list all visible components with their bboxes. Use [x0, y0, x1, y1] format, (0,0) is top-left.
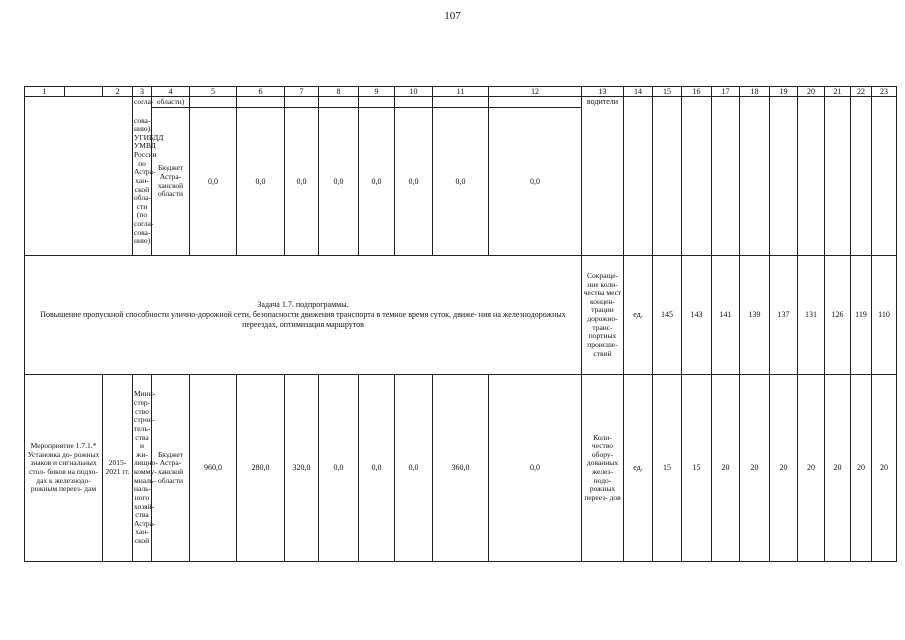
indicator-fragment: водители: [582, 97, 624, 108]
col-header-20: 20: [798, 87, 825, 97]
value-cell: 0,0: [433, 108, 489, 256]
measure-executor: Мини- стер- ство строи- тель- ства и жи- лищно- комму- мналь- наль- ного хозяй- ства Астра- хан- ской: [133, 375, 152, 562]
target-cell: 145: [653, 256, 682, 375]
task-unit: ед.: [624, 256, 653, 375]
value-cell: 0,0: [359, 375, 395, 562]
col-header-12: 12: [489, 87, 582, 97]
value-cell: 280,0: [237, 375, 285, 562]
value-cell: 0,0: [489, 375, 582, 562]
value-cell: 960,0: [190, 375, 237, 562]
col-header-14: 14: [624, 87, 653, 97]
value-cell: 0,0: [285, 108, 319, 256]
table-row: [25, 108, 897, 256]
target-cell: 119: [851, 256, 872, 375]
col-header-1: 1: [25, 87, 65, 97]
col-header-23: 23: [872, 87, 897, 97]
value-cell: 0,0: [319, 375, 359, 562]
measure-period: 2015- 2021 гг.: [103, 375, 133, 562]
target-cell: 20: [740, 375, 770, 562]
target-cell: 126: [825, 256, 851, 375]
measure-source: Бюджет Астра- ханской области: [152, 375, 190, 562]
value-cell: 360,0: [433, 375, 489, 562]
measure-unit: ед.: [624, 375, 653, 562]
target-cell: 20: [798, 375, 825, 562]
source-cell: Бюджет Астра- ханской области: [152, 108, 190, 256]
target-cell: 20: [770, 375, 798, 562]
value-cell: 0,0: [359, 108, 395, 256]
col-header-21: 21: [825, 87, 851, 97]
task-title: Задача 1.7. подпрограммы.: [257, 300, 349, 309]
col-header-15: 15: [653, 87, 682, 97]
target-cell: 110: [872, 256, 897, 375]
col-header-6: 6: [237, 87, 285, 97]
value-cell: 0,0: [190, 108, 237, 256]
executor-fragment: согла-: [134, 96, 154, 106]
col-header-13: 13: [582, 87, 624, 97]
target-cell: 20: [851, 375, 872, 562]
column-number-row: [25, 87, 897, 97]
task-indicator: Сокраще- ние коли- чества мест концен- трации дорожно- транс- портных происше- ствий: [582, 256, 624, 375]
col-header-19: 19: [770, 87, 798, 97]
measure-name: Мероприятие 1.7.1.* Установка до- рожных знаков и сигнальных стол- биков на подхо- дах к железнодо- рожным переез- дам: [25, 375, 103, 562]
target-cell: 137: [770, 256, 798, 375]
task-text: Повышение пропускной способности улично-дорожной сети, безопасности движения транспорта в темное время суток, движе- ния на железнодорожных переездах, оптимизация маршрутов: [40, 310, 566, 329]
value-cell: 320,0: [285, 375, 319, 562]
program-table: [24, 86, 897, 562]
col-header-11: 11: [433, 87, 489, 97]
col-header-18: 18: [740, 87, 770, 97]
target-cell: 139: [740, 256, 770, 375]
col-header-2: 2: [103, 87, 133, 97]
target-cell: 143: [682, 256, 712, 375]
measure-row: [25, 375, 897, 562]
page-number: 107: [444, 10, 461, 22]
task-row: [25, 256, 897, 375]
executor-cell: сова- нию), УГИБДД УМВД России по Астра- хан- ской обла- сти (по согла- сова- нию): [133, 108, 152, 256]
measure-indicator: Коли- чество обору- дованных желез- нодо- рожных переез- дов: [582, 375, 624, 562]
col-header-16: 16: [682, 87, 712, 97]
source-fragment: области): [152, 97, 190, 108]
col-header-8: 8: [319, 87, 359, 97]
col-header-5: 5: [190, 87, 237, 97]
continuation-fragment-row: [25, 97, 897, 108]
target-cell: 20: [712, 375, 740, 562]
col-header-22: 22: [851, 87, 872, 97]
target-cell: 20: [872, 375, 897, 562]
target-cell: 141: [712, 256, 740, 375]
value-cell: 0,0: [319, 108, 359, 256]
target-cell: 15: [653, 375, 682, 562]
target-cell: 131: [798, 256, 825, 375]
measure-name-cell-empty: [25, 97, 133, 256]
col-header-17: 17: [712, 87, 740, 97]
col-header-4: 4: [152, 87, 190, 97]
value-cell: 0,0: [395, 108, 433, 256]
col-header-spacer: [65, 87, 103, 97]
col-header-3: 3: [133, 87, 152, 97]
col-header-7: 7: [285, 87, 319, 97]
target-cell: 20: [825, 375, 851, 562]
value-cell: 0,0: [489, 108, 582, 256]
col-header-10: 10: [395, 87, 433, 97]
value-cell: 0,0: [237, 108, 285, 256]
target-cell: 15: [682, 375, 712, 562]
value-cell: 0,0: [395, 375, 433, 562]
col-header-9: 9: [359, 87, 395, 97]
task-description-cell: [25, 256, 582, 375]
